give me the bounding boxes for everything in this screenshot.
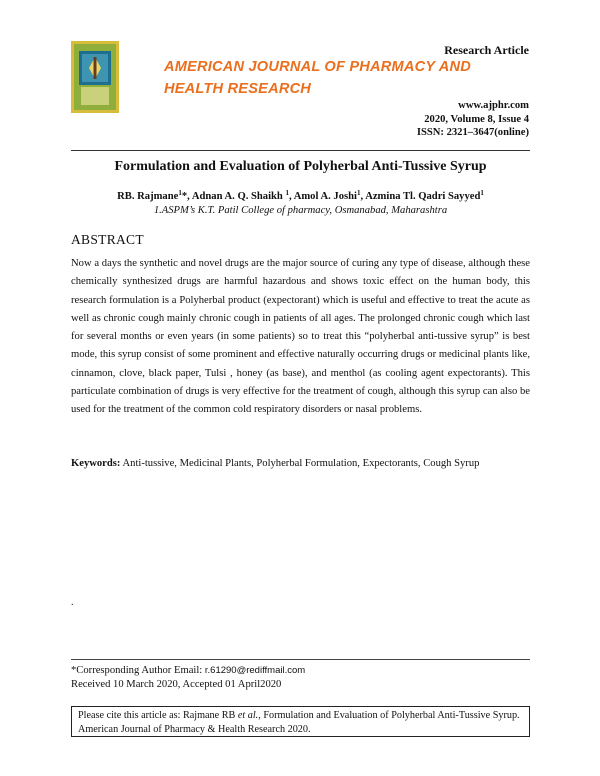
journal-name: AMERICAN JOURNAL OF PHARMACY AND HEALTH RESEARCH [164, 59, 471, 97]
author-sep: *, [181, 191, 192, 202]
affiliation: 1.ASPM’s K.T. Patil College of pharmacy, Osmanabad, Maharashtra [153, 205, 448, 216]
logo-graphic [71, 41, 119, 113]
corr-label: *Corresponding Author Email: [71, 665, 205, 676]
keywords-label: Keywords: [71, 458, 121, 469]
author-sep: , [360, 191, 366, 202]
article-type: Research Article [444, 43, 529, 57]
author-name: RB. Rajmane [117, 191, 179, 202]
cite-etal: et al., [237, 710, 261, 721]
journal-logo [71, 41, 119, 113]
author-affil-sup: 1 [480, 189, 484, 197]
cite-rest: Formulation and Evaluation of Polyherbal Anti-Tussive Syrup. American Journal of Pharmacy & Health Research 2020. [78, 710, 520, 735]
footer-divider [71, 659, 530, 660]
author-name: Adnan A. Q. Shaikh [191, 191, 286, 202]
author-affil-sup: 1 [178, 189, 182, 197]
corr-email[interactable]: r.61290@rediffmail.com [204, 665, 306, 676]
cite-prefix: Please cite this article as: Rajmane RB [78, 710, 238, 721]
author-list [71, 191, 530, 202]
author-name: Amol A. Joshi [293, 191, 357, 202]
abstract-text: Now a days the synthetic and novel drugs are the major source of curing any type of disease, although these chemically synthesized drugs are harmful hazardous and shows toxic effect on the human body, this research formulation is a Polyherbal product (expectorant) which is useful and effective to treat the acute as well as chronic cough mainly chronic cough in patients of all ages. The prolonged chronic cough which last for several months or even years (in some patients) so to treat this “polyherbal anti-tussive syrup” is best mode, this syrup consist of some prominent and effective naturally occurring drugs or medicinal plants like, cinnamon, clove, black paper, Tulsi , honey (as base), and menthol (as cooling agent expectorants). This particulate combination of drugs is very effective for the treatment of cough, although this syrup can also be used for the treatment of the common cold respiratory disorders or nasal problems. [71, 258, 530, 416]
stray-mark: . [71, 597, 74, 608]
volume-issue: 2020, Volume 8, Issue 4 [424, 113, 529, 125]
author-sep: , [288, 191, 294, 202]
issn: ISSN: 2321–3647(online) [416, 127, 529, 138]
keywords-list: Anti-tussive, Medicinal Plants, Polyherbal Formulation, Expectorants, Cough Syrup [120, 458, 480, 469]
author-affil-sup: 1 [285, 189, 289, 197]
article-title: Formulation and Evaluation of Polyherbal Anti-Tussive Syrup [114, 159, 487, 174]
received-dates: Received 10 March 2020, Accepted 01 April2020 [71, 679, 282, 690]
journal-meta [417, 99, 529, 140]
author-affil-sup: 1 [356, 189, 361, 197]
abstract-heading: ABSTRACT [71, 232, 144, 247]
correspondence [71, 664, 305, 692]
author-name: Azmina Tl. Qadri Sayyed [365, 191, 481, 202]
website-link[interactable]: www.ajphr.com [458, 100, 529, 111]
header-divider [71, 150, 530, 151]
citation-box [71, 706, 530, 737]
keywords [71, 458, 530, 469]
